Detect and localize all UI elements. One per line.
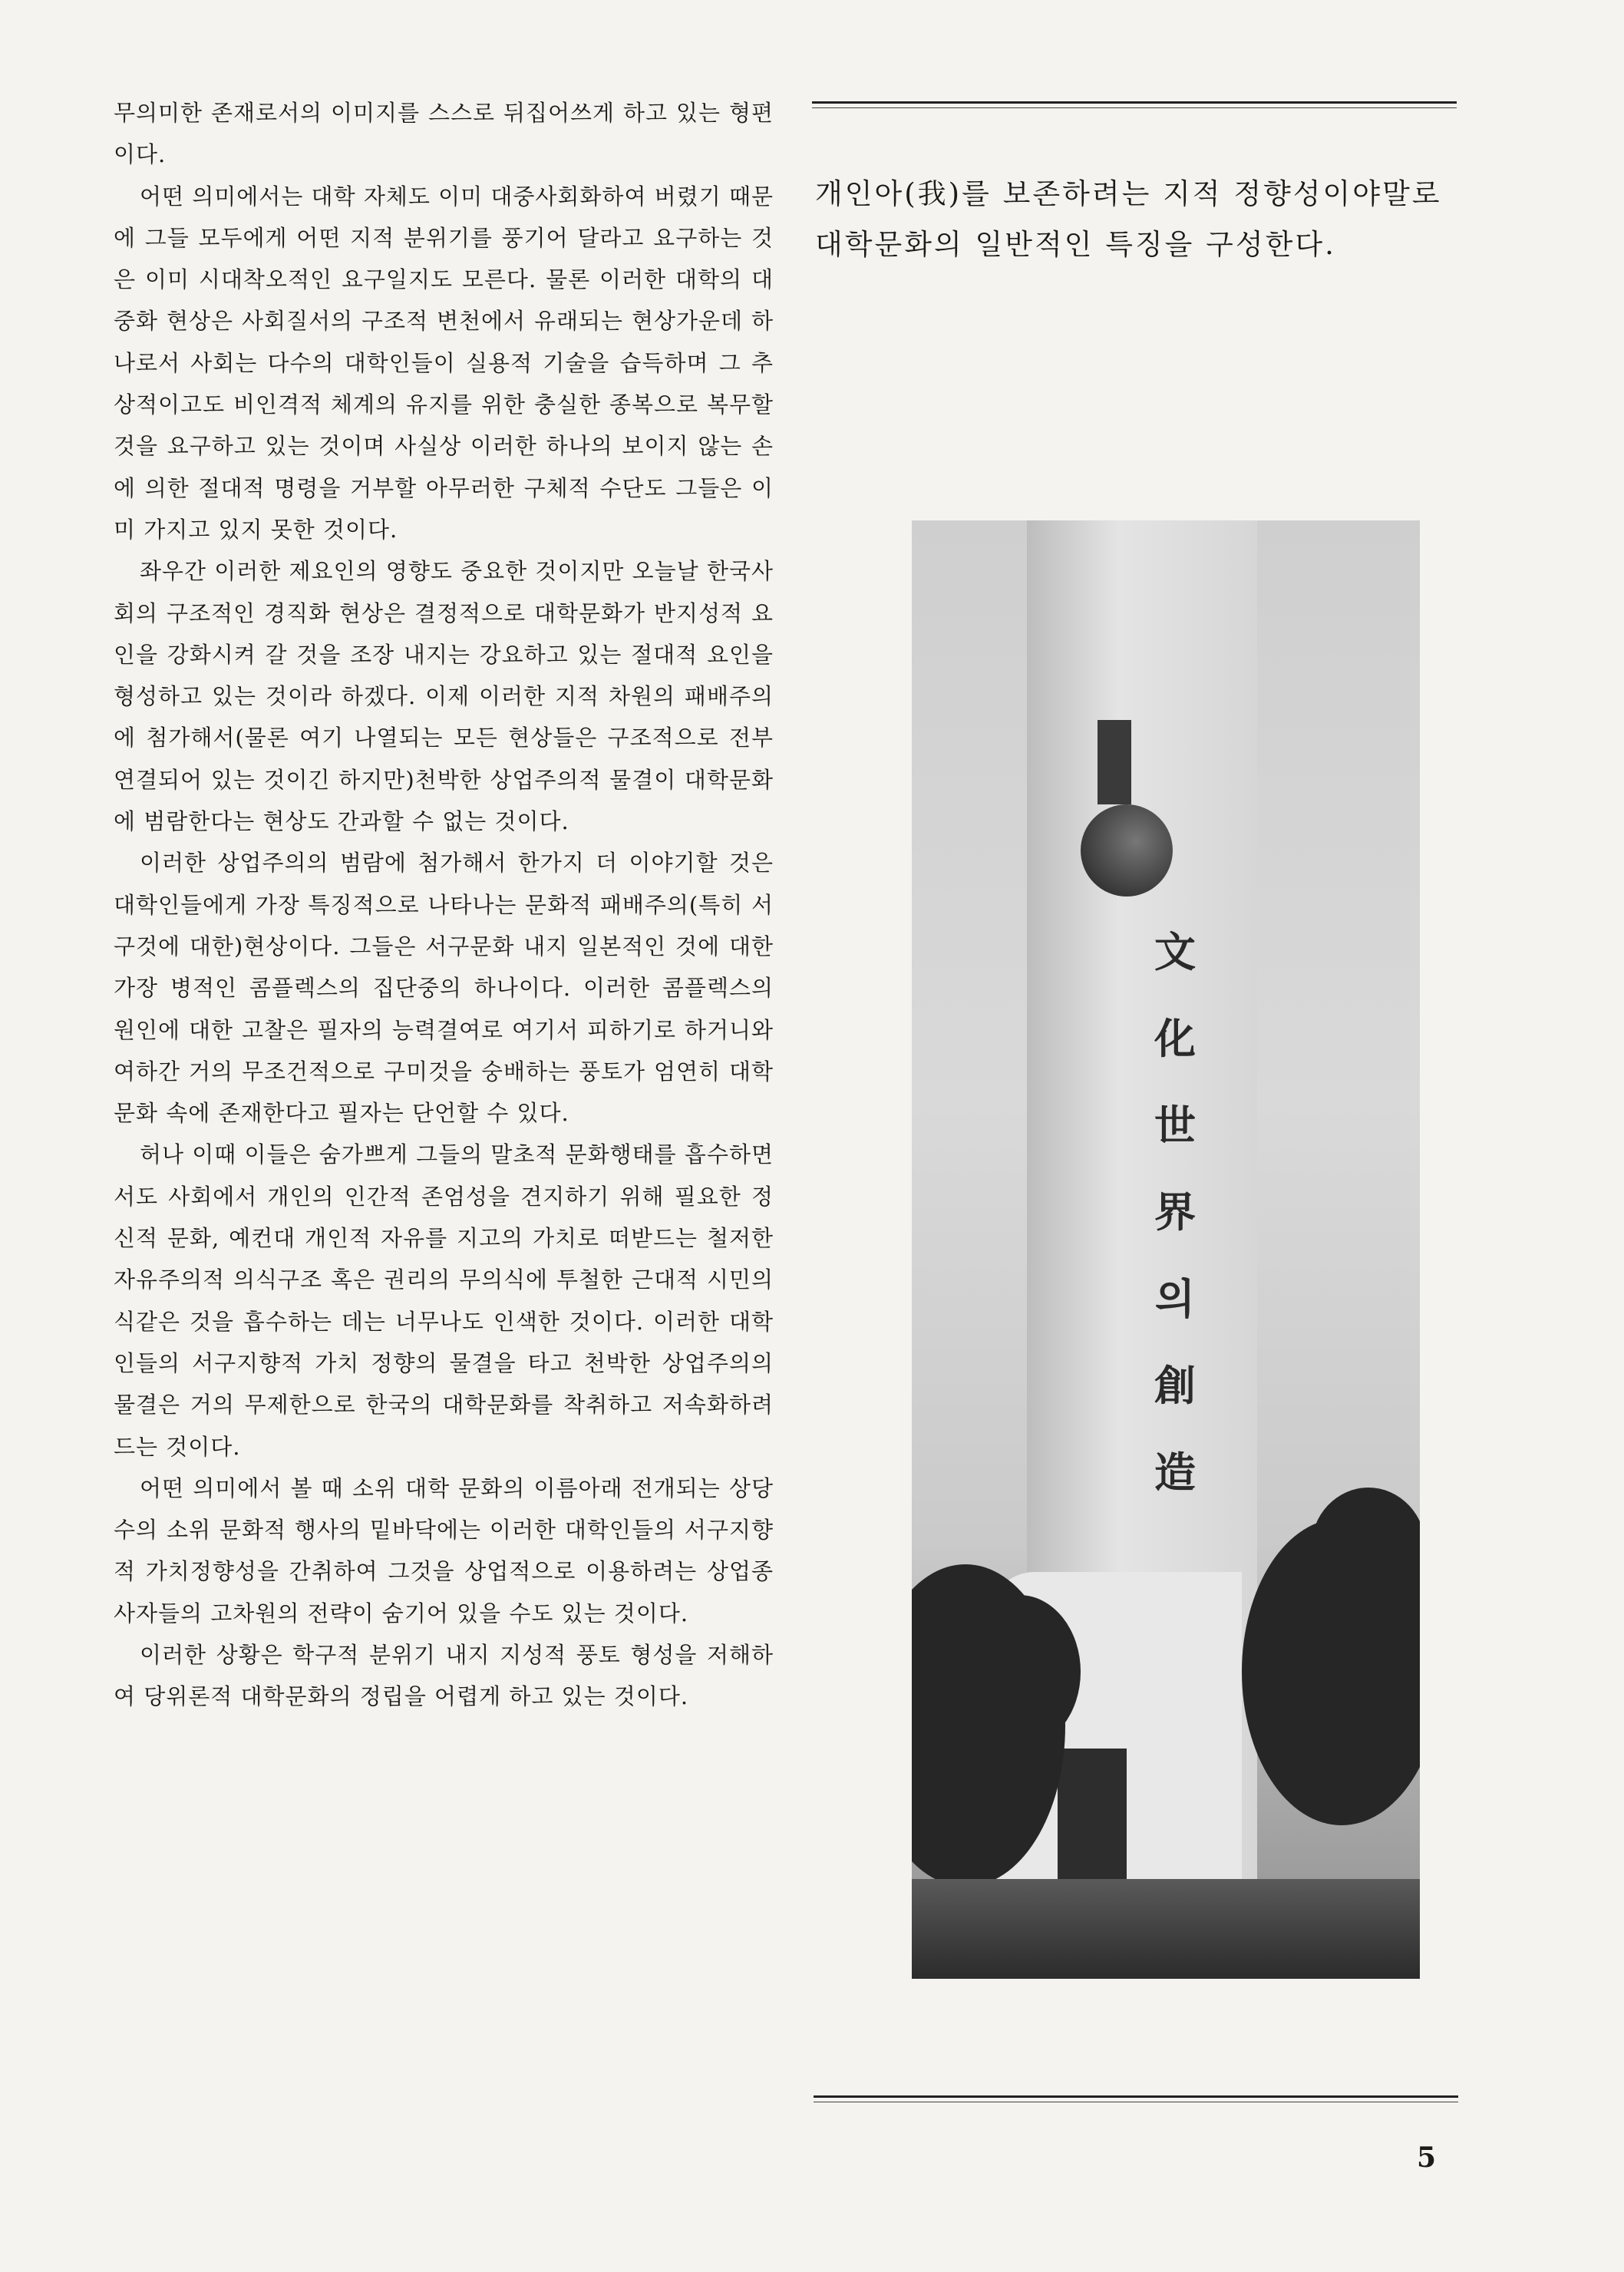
pull-quote: 개인아(我)를 보존하려는 지적 정향성이야말로 대학문화의 일반적인 특징을 구성한다. xyxy=(815,177,1442,261)
sign-char: 化 xyxy=(1154,1015,1196,1063)
article-body xyxy=(114,92,774,1718)
paragraph-6: 어떤 의미에서 볼 때 소위 대학 문화의 이름아래 전개되는 상당수의 소위 문화적 행사의 밑바닥에는 이러한 대학인들의 서구지향적 가치정향성을 간취하여 그것을 상업적으로 이용하려는 상업종사자들의 고차원의 전략이 숨기어 있을 수도 있는 것이다. xyxy=(114,1474,774,1626)
paragraph-5: 허나 이때 이들은 숨가쁘게 그들의 말초적 문화행태를 흡수하면서도 사회에서 개인의 인간적 존엄성을 견지하기 위해 필요한 정신적 문화, 예컨대 개인적 자유를 지고의 가치로 떠받드는 철저한 자유주의적 의식구조 혹은 권리의 무의식에 투철한 근대적 시민의식같은 것을 흡수하는 데는 너무나도 인색한 것이다. 이러한 대학인들의 서구지향적 가치 정향의 물결을 타고 천박한 상업주의의 물결은 거의 무제한으로 한국의 대학문화를 착취하고 저속화하려드는 것이다. xyxy=(114,1141,774,1460)
tree-icon xyxy=(1311,1488,1420,1610)
tree-icon xyxy=(958,1595,1081,1749)
sign-char: 文 xyxy=(1154,928,1196,976)
bottom-divider xyxy=(814,2095,1458,2098)
sign-char: 의 xyxy=(1154,1275,1196,1323)
photo-door xyxy=(1058,1749,1127,1894)
paragraph-4: 이러한 상업주의의 범람에 첨가해서 한가지 더 이야기할 것은 대학인들에게 가장 특징적으로 나타나는 문화적 패배주의(특히 서구것에 대한)현상이다. 그들은 서구문화 내지 일본적인 것에 대한 가장 병적인 콤플렉스의 집단중의 하나이다. 이러한 콤플렉스의 원인에 대한 고찰은 필자의 능력결여로 여기서 피하기로 하거니와 여하간 거의 무조건적으로 구미것을 숭배하는 풍토가 엄연히 대학문화 속에 존재한다고 필자는 단언할 수 있다. xyxy=(114,850,774,1127)
paragraph-3: 좌우간 이러한 제요인의 영향도 중요한 것이지만 오늘날 한국사회의 구조적인 경직화 현상은 결정적으로 대학문화가 반지성적 요인을 강화시켜 갈 것을 조장 내지는 강요하고 있는 절대적 요인을 형성하고 있는 것이라 하겠다. 이제 이러한 지적 차원의 패배주의에 첨가해서(물론 여기 나열되는 모든 현상들은 구조적으로 전부 연결되어 있는 것이긴 하지만)천박한 상업주의적 물결이 대학문화에 범람한다는 현상도 간과할 수 없는 것이다. xyxy=(114,558,774,835)
sign-char: 界 xyxy=(1154,1188,1196,1237)
paragraph-1: 무의미한 존재로서의 이미지를 스스로 뒤집어쓰게 하고 있는 형편이다. xyxy=(114,100,774,168)
page-number: 5 xyxy=(1417,2142,1437,2174)
photo-sign xyxy=(1140,920,1210,1499)
photo-ground xyxy=(912,1879,1420,1979)
sign-char: 世 xyxy=(1154,1101,1196,1150)
paragraph-2: 어떤 의미에서는 대학 자체도 이미 대중사회화하여 버렸기 때문에 그들 모두에게 어떤 지적 분위기를 풍기어 달라고 요구하는 것은 이미 시대착오적인 요구일지도 모른다. 물론 이러한 대학의 대중화 현상은 사회질서의 구조적 변천에서 유래되는 현상가운데 하나로서 사회는 다수의 대학인들이 실용적 기술을 습득하며 그 추상적이고도 비인격적 체계의 유지를 위한 충실한 종복으로 복무할 것을 요구하고 있는 것이며 사실상 이러한 하나의 보이지 않는 손에 의한 절대적 명령을 거부할 아무러한 구체적 수단도 그들은 이미 가지고 있지 못한 것이다. xyxy=(114,183,774,543)
sign-char: 創 xyxy=(1154,1362,1196,1410)
sign-char: 造 xyxy=(1154,1448,1196,1497)
top-divider xyxy=(812,101,1457,104)
photo-trees xyxy=(912,1503,1420,1979)
paragraph-7: 이러한 상황은 학구적 분위기 내지 지성적 풍토 형성을 저해하여 당위론적 대학문화의 정립을 어렵게 하고 있는 것이다. xyxy=(114,1641,774,1710)
photo-building-sign xyxy=(912,520,1420,1979)
